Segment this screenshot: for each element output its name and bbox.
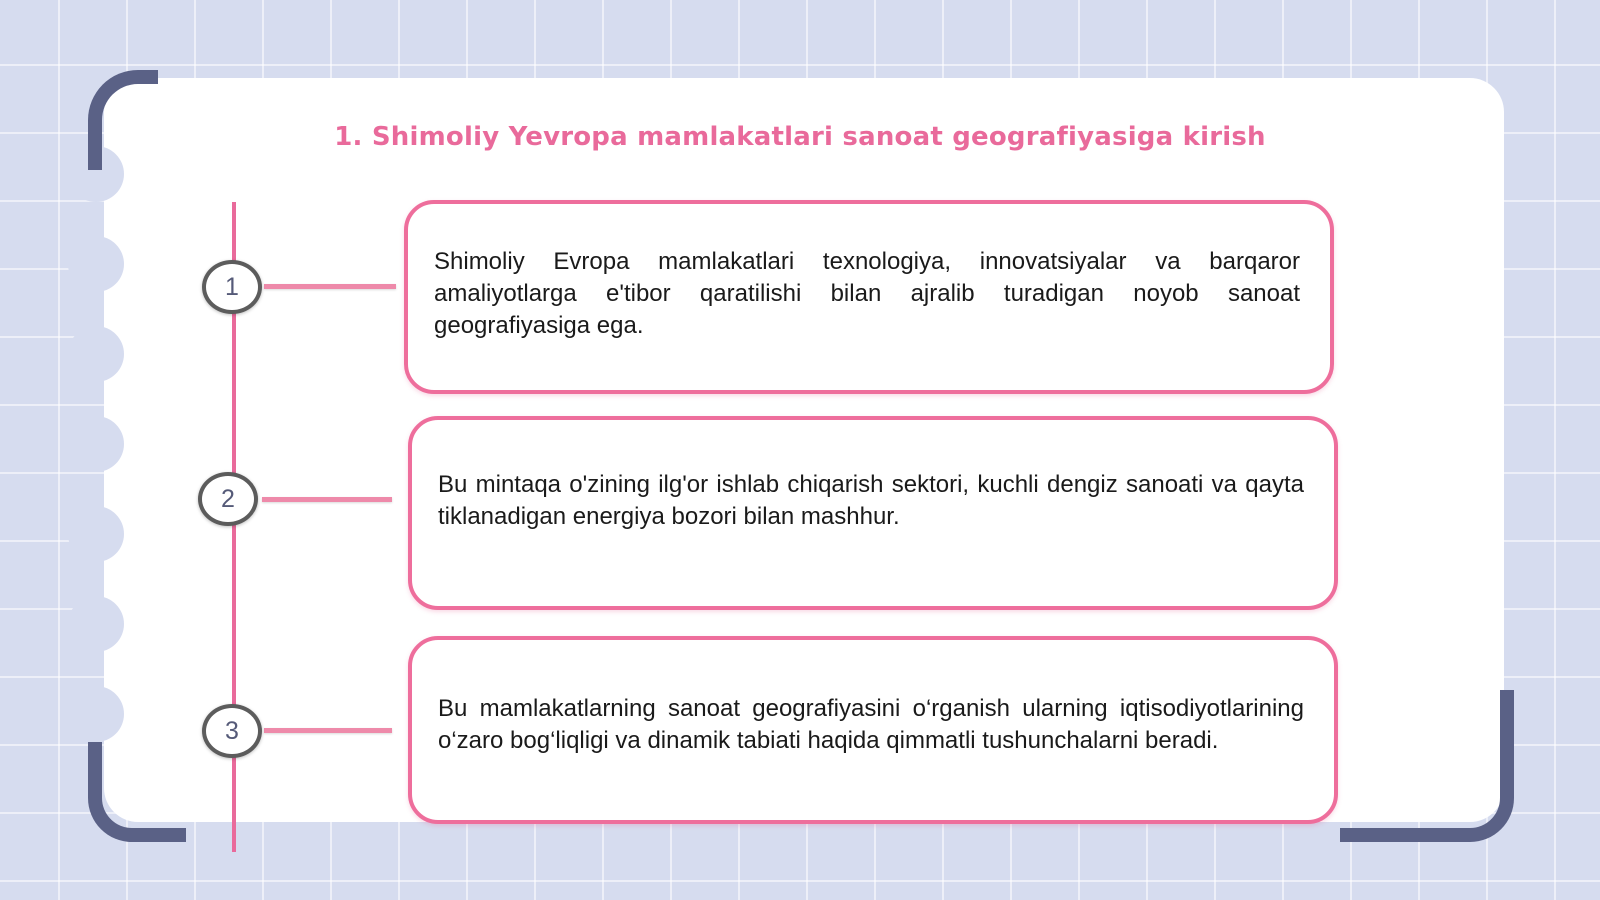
slide-title: 1. Shimoliy Yevropa mamlakatlari sanoat geografiyasiga kirish <box>334 122 1266 152</box>
info-box-3 <box>408 636 1338 824</box>
scallop-decoration <box>68 326 124 382</box>
timeline-node-3: 3 <box>202 704 262 758</box>
corner-bracket-bottom-right <box>1340 690 1514 842</box>
timeline-node-1: 1 <box>202 260 262 314</box>
timeline-connector-3 <box>264 728 392 733</box>
info-text-3: Bu mamlakatlarning sanoat geografiyasini o‘rganish ularning iqtisodiyotlarining o‘zaro bog‘liqligi va dinamik tabiati haqida qimmatli tushunchalarni beradi. <box>438 695 1304 754</box>
scallop-decoration <box>68 686 124 742</box>
info-box-2 <box>408 416 1338 610</box>
scallop-decoration <box>68 416 124 472</box>
timeline-connector-2 <box>262 497 392 502</box>
timeline-connector-1 <box>264 284 396 289</box>
scallop-decoration <box>68 506 124 562</box>
info-text-1: Shimoliy Evropa mamlakatlari texnologiya, innovatsiyalar va barqaror amaliyotlarga e'tibor qaratilishi bilan ajralib turadigan noyob sanoat geografiyasiga ega. <box>434 248 1300 339</box>
timeline-node-2: 2 <box>198 472 258 526</box>
corner-bracket-bottom-left <box>88 742 186 842</box>
corner-bracket-top-left <box>88 70 158 170</box>
scallop-decoration <box>68 596 124 652</box>
info-box-1 <box>404 200 1334 394</box>
info-text-2: Bu mintaqa o'zining ilg'or ishlab chiqarish sektori, kuchli dengiz sanoati va qayta tiklanadigan energiya bozori bilan mashhur. <box>438 471 1304 530</box>
scallop-decoration <box>68 236 124 292</box>
